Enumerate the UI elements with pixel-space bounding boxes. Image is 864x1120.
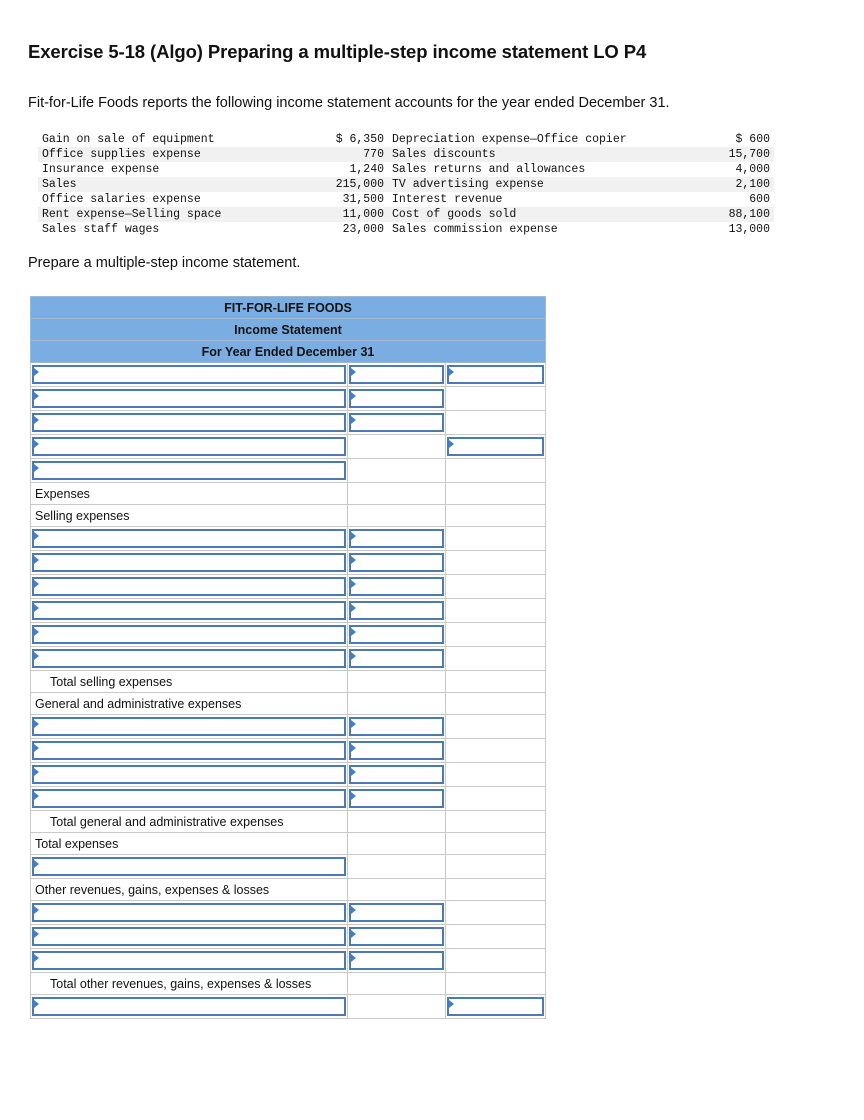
dropdown-field[interactable] xyxy=(32,649,346,668)
dropdown-field[interactable] xyxy=(32,903,346,922)
statement-row xyxy=(31,527,546,551)
total-selling-label: Total selling expenses xyxy=(31,671,348,693)
amount-input[interactable] xyxy=(348,623,446,647)
account-amount: 4,000 xyxy=(735,163,770,176)
account-name: Sales staff wages xyxy=(42,223,160,236)
amount-field[interactable] xyxy=(349,717,444,736)
statement-row xyxy=(31,387,546,411)
account-row xyxy=(38,222,774,237)
amount-field[interactable] xyxy=(349,951,444,970)
account-select[interactable] xyxy=(31,787,348,811)
account-select[interactable] xyxy=(31,575,348,599)
statement-row xyxy=(31,411,546,435)
statement-row xyxy=(31,483,546,505)
account-name: Gain on sale of equipment xyxy=(42,133,215,146)
statement-row xyxy=(31,995,546,1019)
selling-expenses-label: Selling expenses xyxy=(31,505,348,527)
dropdown-field[interactable] xyxy=(32,553,346,572)
total-input[interactable] xyxy=(446,995,546,1019)
amount-input[interactable] xyxy=(348,763,446,787)
amount-input[interactable] xyxy=(348,411,446,435)
account-row xyxy=(38,192,774,207)
statement-row xyxy=(31,833,546,855)
empty-cell xyxy=(446,483,546,505)
empty-cell xyxy=(348,505,446,527)
amount-field[interactable] xyxy=(349,389,444,408)
amount-input[interactable] xyxy=(348,715,446,739)
account-name: Depreciation expense—Office copier xyxy=(392,133,627,146)
dropdown-field[interactable] xyxy=(32,927,346,946)
dropdown-field[interactable] xyxy=(32,857,346,876)
statement-name: Income Statement xyxy=(31,319,546,341)
statement-row xyxy=(31,551,546,575)
empty-cell xyxy=(446,855,546,879)
statement-row xyxy=(31,599,546,623)
amount-field[interactable] xyxy=(349,577,444,596)
empty-cell xyxy=(446,949,546,973)
empty-cell xyxy=(348,995,446,1019)
statement-row xyxy=(31,739,546,763)
empty-cell xyxy=(348,459,446,483)
empty-cell xyxy=(446,551,546,575)
dropdown-field[interactable] xyxy=(32,529,346,548)
expenses-label: Expenses xyxy=(31,483,348,505)
account-amount: 770 xyxy=(263,147,388,162)
account-amount: 215,000 xyxy=(263,177,388,192)
account-amount: 11,000 xyxy=(263,207,388,222)
amount-input[interactable] xyxy=(348,925,446,949)
dropdown-field[interactable] xyxy=(32,601,346,620)
amount-input[interactable] xyxy=(348,901,446,925)
empty-cell xyxy=(348,671,446,693)
dropdown-field[interactable] xyxy=(32,717,346,736)
account-select[interactable] xyxy=(31,527,348,551)
account-select[interactable] xyxy=(31,363,348,387)
amount-input[interactable] xyxy=(348,647,446,671)
empty-cell xyxy=(446,459,546,483)
statement-row xyxy=(31,435,546,459)
statement-row xyxy=(31,693,546,715)
empty-cell xyxy=(446,879,546,901)
amount-input[interactable] xyxy=(348,387,446,411)
account-amount: 600 xyxy=(749,193,770,206)
total-input[interactable] xyxy=(446,363,546,387)
account-select[interactable] xyxy=(31,901,348,925)
account-name: Office supplies expense xyxy=(38,147,263,162)
amount-field[interactable] xyxy=(349,903,444,922)
total-field[interactable] xyxy=(447,365,544,384)
statement-row xyxy=(31,811,546,833)
statement-row xyxy=(31,879,546,901)
total-other-label: Total other revenues, gains, expenses & losses xyxy=(31,973,348,995)
amount-input[interactable] xyxy=(348,527,446,551)
amount-field[interactable] xyxy=(349,765,444,784)
dropdown-field[interactable] xyxy=(32,741,346,760)
statement-row xyxy=(31,715,546,739)
account-select[interactable] xyxy=(31,599,348,623)
account-amount: $ 600 xyxy=(735,133,770,146)
statement-row xyxy=(31,575,546,599)
dropdown-field[interactable] xyxy=(32,765,346,784)
empty-cell xyxy=(348,811,446,833)
account-select[interactable] xyxy=(31,739,348,763)
amount-field[interactable] xyxy=(349,789,444,808)
account-row xyxy=(38,207,774,222)
statement-row xyxy=(31,855,546,879)
empty-cell xyxy=(446,647,546,671)
account-select[interactable] xyxy=(31,411,348,435)
empty-cell xyxy=(446,787,546,811)
statement-row xyxy=(31,787,546,811)
statement-row xyxy=(31,925,546,949)
account-select[interactable] xyxy=(31,387,348,411)
dropdown-field[interactable] xyxy=(32,461,346,480)
amount-input[interactable] xyxy=(348,739,446,763)
amount-input[interactable] xyxy=(348,363,446,387)
account-name: Sales commission expense xyxy=(392,223,558,236)
dropdown-field[interactable] xyxy=(32,789,346,808)
empty-cell xyxy=(446,599,546,623)
account-name: Sales discounts xyxy=(388,147,658,162)
dropdown-field[interactable] xyxy=(32,437,346,456)
account-name: TV advertising expense xyxy=(388,177,658,192)
company-name: FIT-FOR-LIFE FOODS xyxy=(31,297,546,319)
total-field[interactable] xyxy=(447,437,544,456)
empty-cell xyxy=(348,435,446,459)
total-expenses-label: Total expenses xyxy=(31,833,348,855)
intro-text: Fit-for-Life Foods reports the following income statement accounts for the year ended December 31. xyxy=(28,95,670,111)
empty-cell xyxy=(446,671,546,693)
accounts-table xyxy=(38,132,774,237)
account-amount: 31,500 xyxy=(342,193,384,206)
income-statement-worksheet xyxy=(30,296,546,1019)
empty-cell xyxy=(348,973,446,995)
account-select[interactable] xyxy=(31,949,348,973)
empty-cell xyxy=(446,763,546,787)
empty-cell xyxy=(446,411,546,435)
total-gen-admin-label: Total general and administrative expenses xyxy=(31,811,348,833)
account-select[interactable] xyxy=(31,435,348,459)
account-amount: 23,000 xyxy=(342,223,384,236)
account-name: Office salaries expense xyxy=(42,193,201,206)
exercise-title: Exercise 5-18 (Algo) Preparing a multiple-step income statement LO P4 xyxy=(28,41,647,62)
empty-cell xyxy=(446,623,546,647)
amount-input[interactable] xyxy=(348,575,446,599)
amount-field[interactable] xyxy=(349,553,444,572)
account-row xyxy=(38,162,774,177)
account-select[interactable] xyxy=(31,715,348,739)
amount-field[interactable] xyxy=(349,927,444,946)
amount-field[interactable] xyxy=(349,601,444,620)
statement-row xyxy=(31,363,546,387)
statement-row xyxy=(31,623,546,647)
total-field[interactable] xyxy=(447,997,544,1016)
empty-cell xyxy=(446,715,546,739)
dropdown-field[interactable] xyxy=(32,389,346,408)
empty-cell xyxy=(446,901,546,925)
empty-cell xyxy=(446,973,546,995)
dropdown-field[interactable] xyxy=(32,625,346,644)
empty-cell xyxy=(446,527,546,551)
statement-row xyxy=(31,647,546,671)
empty-cell xyxy=(446,925,546,949)
amount-input[interactable] xyxy=(348,551,446,575)
statement-period: For Year Ended December 31 xyxy=(31,341,546,363)
instruction-text: Prepare a multiple-step income statement. xyxy=(28,255,301,271)
account-name: Interest revenue xyxy=(392,193,503,206)
dropdown-field[interactable] xyxy=(32,951,346,970)
empty-cell xyxy=(348,833,446,855)
account-amount: 15,700 xyxy=(658,147,774,162)
empty-cell xyxy=(446,811,546,833)
amount-input[interactable] xyxy=(348,949,446,973)
account-row xyxy=(38,147,774,162)
account-name: Sales xyxy=(38,177,263,192)
account-select[interactable] xyxy=(31,551,348,575)
empty-cell xyxy=(348,879,446,901)
empty-cell xyxy=(348,483,446,505)
empty-cell xyxy=(446,505,546,527)
dropdown-field[interactable] xyxy=(32,365,346,384)
statement-row xyxy=(31,459,546,483)
empty-cell xyxy=(446,693,546,715)
statement-row xyxy=(31,505,546,527)
account-amount: 2,100 xyxy=(658,177,774,192)
total-input[interactable] xyxy=(446,435,546,459)
amount-field[interactable] xyxy=(349,413,444,432)
account-name: Sales returns and allowances xyxy=(392,163,586,176)
account-amount: 13,000 xyxy=(728,223,770,236)
dropdown-field[interactable] xyxy=(32,577,346,596)
amount-input[interactable] xyxy=(348,599,446,623)
gen-admin-label: General and administrative expenses xyxy=(31,693,348,715)
account-select[interactable] xyxy=(31,623,348,647)
other-revenues-label: Other revenues, gains, expenses & losses xyxy=(31,879,348,901)
statement-row xyxy=(31,973,546,995)
amount-field[interactable] xyxy=(349,529,444,548)
empty-cell xyxy=(446,575,546,599)
empty-cell xyxy=(446,739,546,763)
dropdown-field[interactable] xyxy=(32,413,346,432)
amount-field[interactable] xyxy=(349,365,444,384)
account-name: Rent expense—Selling space xyxy=(38,207,263,222)
account-row xyxy=(38,132,774,147)
empty-cell xyxy=(446,387,546,411)
dropdown-field[interactable] xyxy=(32,997,346,1016)
account-select[interactable] xyxy=(31,459,348,483)
account-select[interactable] xyxy=(31,995,348,1019)
account-amount: 1,240 xyxy=(349,163,384,176)
amount-field[interactable] xyxy=(349,741,444,760)
empty-cell xyxy=(348,693,446,715)
empty-cell xyxy=(348,855,446,879)
statement-row xyxy=(31,763,546,787)
account-select[interactable] xyxy=(31,763,348,787)
account-name: Cost of goods sold xyxy=(388,207,658,222)
statement-row xyxy=(31,671,546,693)
account-select[interactable] xyxy=(31,647,348,671)
amount-field[interactable] xyxy=(349,625,444,644)
account-row xyxy=(38,177,774,192)
account-amount: 88,100 xyxy=(658,207,774,222)
account-select[interactable] xyxy=(31,925,348,949)
amount-field[interactable] xyxy=(349,649,444,668)
account-name: Insurance expense xyxy=(42,163,160,176)
statement-row xyxy=(31,949,546,973)
account-select[interactable] xyxy=(31,855,348,879)
statement-row xyxy=(31,901,546,925)
account-amount: $ 6,350 xyxy=(335,133,384,146)
empty-cell xyxy=(446,833,546,855)
amount-input[interactable] xyxy=(348,787,446,811)
